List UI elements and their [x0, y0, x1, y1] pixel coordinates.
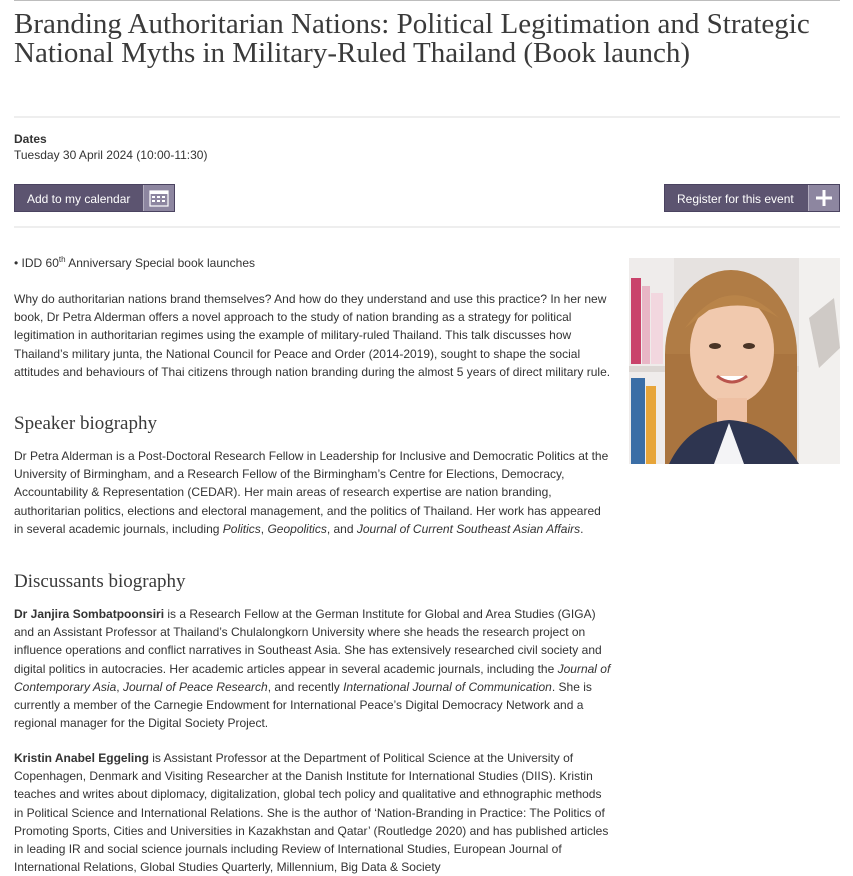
- buttons-divider: [14, 226, 840, 228]
- discussant-1-sep1: ,: [116, 679, 123, 694]
- discussant-1-name: Dr Janjira Sombatpoonsiri: [14, 607, 165, 621]
- speaker-photo: [629, 258, 840, 464]
- plus-icon: [808, 185, 839, 211]
- register-event-label: Register for this event: [677, 192, 794, 206]
- speaker-sep1: ,: [260, 521, 268, 536]
- series-bullet: [14, 255, 255, 270]
- series-sup: th: [58, 255, 66, 264]
- discussant-2-name: Kristin Anabel Eggeling: [14, 751, 149, 765]
- event-title: Branding Authoritarian Nations: Political Legitimation and Strategic National Myths in Military-Ruled Thailand (Book launch): [14, 8, 810, 69]
- speaker-paragraph: [14, 447, 612, 538]
- speaker-sep2: , and: [326, 521, 357, 536]
- speaker-text: Dr Petra Alderman is a Post-Doctoral Research Fellow in Leadership for Inclusive and Democratic Politics at the University of Birmingham, and a Research Fellow of the Birmingham’s Centre for Elections, Democracy, Accountability & Representation (CEDAR). Her main areas of research expertise are nation branding, authoritarian politics, elections and electoral management, and the politics of Thailand. Her work has appeared in several academic journals, including: [14, 449, 609, 536]
- top-divider: [14, 0, 840, 1]
- speaker-end: .: [580, 521, 584, 536]
- discussant-1-paragraph: [14, 605, 612, 732]
- discussant-1-end: . She is currently a member of the Carnegie Endowment for International Peace’s Digital Democracy Network and a regional manager for the Digital Society Project.: [14, 679, 592, 731]
- intro-paragraph: Why do authoritarian nations brand themselves? And how do they understand and use this practice? In her new book, Dr Petra Alderman offers a novel approach to the study of nation branding as a strategy for political legitimation in authoritarian regimes using the example of military-ruled Thailand. This talk discusses how Thailand’s military junta, the National Council for Peace and Order (2014-2019), sought to shape the social attitudes and behaviours of Thai citizens through nation branding during the almost 5 years of direct military rule.: [14, 292, 611, 379]
- journal-ijc: International Journal of Communication: [343, 679, 552, 694]
- dates-value: Tuesday 30 April 2024 (10:00-11:30): [14, 148, 208, 162]
- journal-jcsaa: Journal of Current Southeast Asian Affairs: [356, 521, 581, 536]
- discussant-1-text: is a Research Fellow at the German Institute for Global and Area Studies (GIGA) and an Assistant Professor at Thailand’s Chulalongkorn University where she heads the research project on influence operations and conflict narratives in Southeast Asia. She has extensively researched civil society and digital politics in autocracies. Her academic articles appear in several academic journals, including the: [14, 607, 602, 676]
- series-prefix: IDD 60: [21, 256, 59, 270]
- register-event-button[interactable]: [664, 184, 840, 212]
- title-divider: [14, 116, 840, 118]
- add-to-calendar-button[interactable]: [14, 184, 175, 212]
- speaker-heading: Speaker biography: [14, 413, 157, 434]
- series-suffix: Anniversary Special book launches: [65, 256, 256, 270]
- discussant-1-sep2: , and recently: [267, 679, 344, 694]
- journal-jpr: Journal of Peace Research: [122, 679, 268, 694]
- journal-geopolitics: Geopolitics: [267, 521, 327, 536]
- discussants-heading: Discussants biography: [14, 571, 186, 592]
- bullet-dot: •: [14, 256, 19, 270]
- add-to-calendar-label: Add to my calendar: [27, 192, 131, 206]
- dates-label: Dates: [14, 132, 47, 146]
- discussant-2-paragraph: [14, 749, 612, 876]
- calendar-icon: [143, 185, 174, 211]
- discussant-2-text: is Assistant Professor at the Department of Political Science at the University of Copenhagen, Denmark and Visiting Researcher at the Danish Institute for International Studies (DIIS). Kristin teaches and writes about diplomacy, digitalization, global tech policy and qualitative and ethnographic methods in Political Science and International Relations. She is the author of ‘Nation-Branding in Practice: The Politics of Promoting Sports, Cities and Universities in Kazakhstan and Qatar’ (Routledge 2020) and has published articles in leading IR and social science journals including Review of International Studies, European Journal of International Relations, Global Studies Quarterly, Millennium, Big Data & Society: [14, 751, 609, 875]
- journal-jca: Journal of Contemporary Asia: [14, 661, 611, 694]
- journal-politics: Politics: [222, 521, 261, 536]
